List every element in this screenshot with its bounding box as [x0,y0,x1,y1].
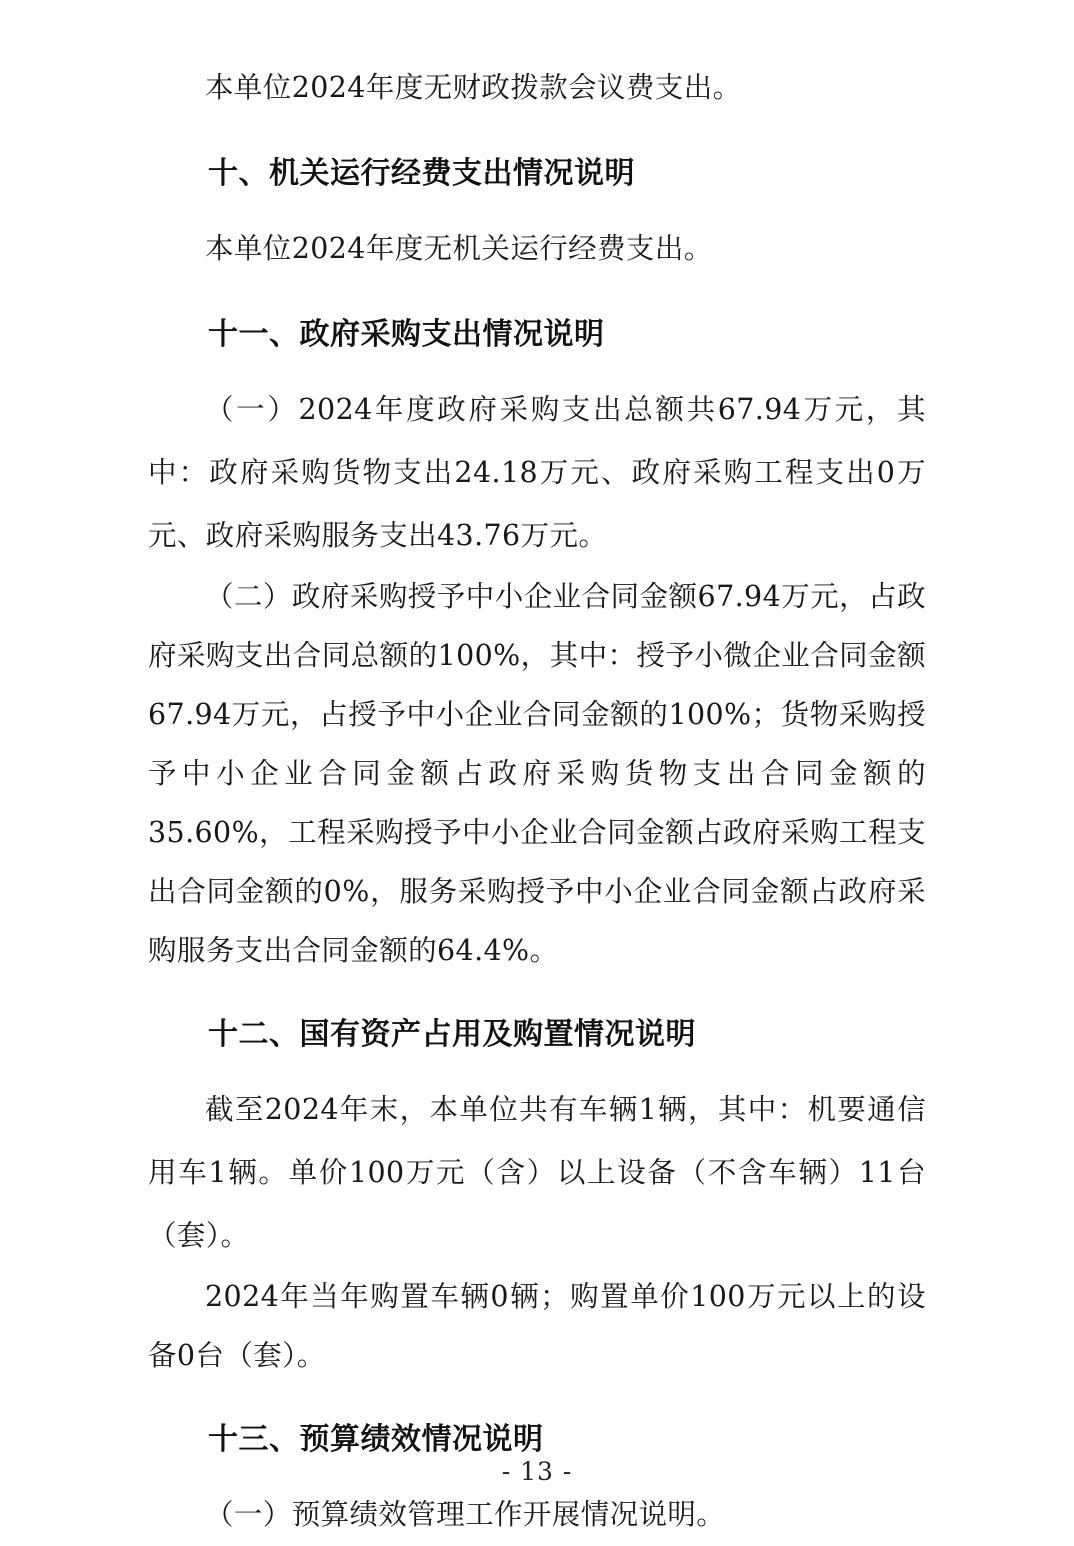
paragraph-procurement-sme: （二）政府采购授予中小企业合同金额67.94万元，占政府采购支出合同总额的100%，其中：授予小微企业合同金额67.94万元，占授予中小企业合同金额的100%；货物采购授予中小企业合同金额占政府采购货物支出合同金额的35.60%，工程采购授予中小企业合同金额占政府采购工程支出合同金额的0%，服务采购授予中小企业合同金额占政府采购服务支出合同金额的64.4%。 [148,580,926,967]
document-body [148,56,926,1546]
paragraph-state-assets: 截至2024年末，本单位共有车辆1辆，其中：机要通信用车1辆。单价100万元（含）以上设备（不含车辆）11台（套）。 [148,1093,926,1252]
paragraph-meeting-expense: 本单位2024年度无财政拨款会议费支出。 [205,71,742,104]
paragraph-operating-expense: 本单位2024年度无机关运行经费支出。 [205,232,713,265]
paragraph-procurement-total: （一）2024年度政府采购支出总额共67.94万元，其中：政府采购货物支出24.18万元、政府采购工程支出0万元、政府采购服务支出43.76万元。 [148,393,926,552]
section-heading-13: 十三、预算绩效情况说明 [208,1422,544,1457]
section-heading-11: 十一、政府采购支出情况说明 [208,317,605,352]
page-number: - 13 - [501,1457,573,1486]
section-heading-12: 十二、国有资产占用及购置情况说明 [208,1017,696,1052]
section-heading-10: 十、机关运行经费支出情况说明 [208,156,635,191]
paragraph-performance-management: （一）预算绩效管理工作开展情况说明。 [205,1498,726,1531]
paragraph-asset-purchase: 2024年当年购置车辆0辆；购置单价100万元以上的设备0台（套）。 [148,1280,926,1372]
